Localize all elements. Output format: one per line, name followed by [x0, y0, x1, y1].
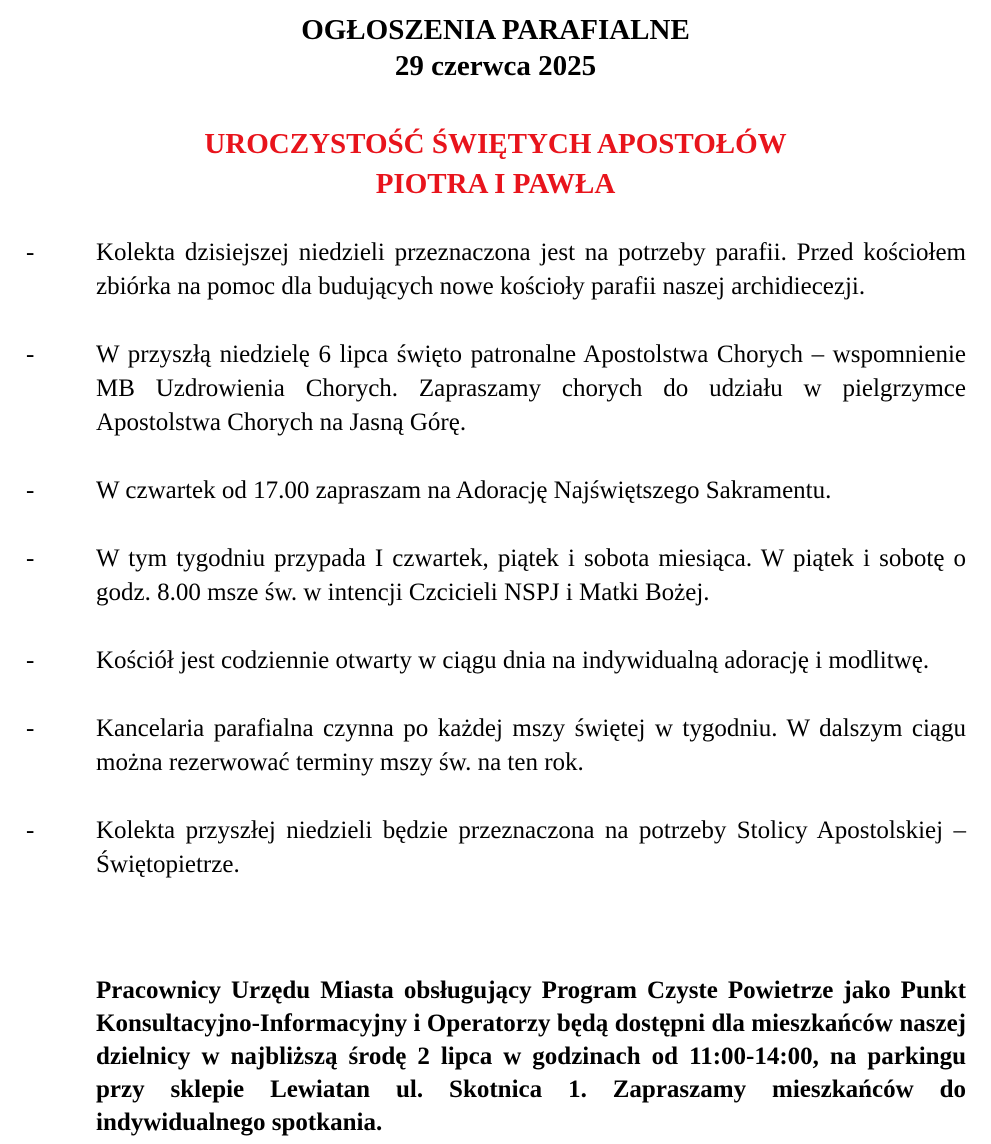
- announcement-item: [0, 644, 991, 678]
- announcement-text: W czwartek od 17.00 zapraszam na Adorację Najświętszego Sakramentu.: [96, 477, 832, 504]
- list-bullet: -: [26, 817, 35, 844]
- city-office-notice: Pracownicy Urzędu Miasta obsługujący Program Czyste Powietrze jako Punkt Konsultacyjno-Informacyjny i Operatorzy będą dostępni dla mieszkańców naszej dzielnicy w najbliższą środę 2 lipca w godzinach od 11:00-14:00, na parkingu przy sklepie Lewiatan ul. Skotnica 1. Zapraszamy mieszkańców do indywidualnego spotkania.: [96, 977, 966, 1136]
- list-bullet: -: [26, 341, 35, 368]
- document-date: 29 czerwca 2025: [394, 50, 597, 82]
- list-bullet: -: [26, 715, 35, 742]
- list-bullet: -: [26, 239, 35, 266]
- list-bullet: -: [26, 477, 35, 504]
- announcement-item: [0, 474, 991, 508]
- feast-heading-line-2: PIOTRA I PAWŁA: [375, 168, 616, 200]
- announcement-item: [0, 712, 991, 780]
- list-bullet: -: [26, 545, 35, 572]
- announcement-text: W tym tygodniu przypada I czwartek, piątek i sobota miesiąca. W piątek i sobotę o godz. 8.00 msze św. w intencji Czcicieli NSPJ i Matki Bożej.: [96, 545, 966, 606]
- announcement-item: [0, 338, 991, 440]
- document-title: OGŁOSZENIA PARAFIALNE: [301, 14, 690, 46]
- announcement-item: [0, 542, 991, 610]
- announcement-text: Kancelaria parafialna czynna po każdej mszy świętej w tygodniu. W dalszym ciągu można rezerwować terminy mszy św. na ten rok.: [96, 715, 966, 776]
- feast-heading-line-1: UROCZYSTOŚĆ ŚWIĘTYCH APOSTOŁÓW: [204, 128, 787, 160]
- announcement-item: [0, 236, 991, 304]
- announcement-text: Kolekta dzisiejszej niedzieli przeznaczona jest na potrzeby parafii. Przed kościołem zbiórka na pomoc dla budujących nowe kościoły parafii naszej archidiecezji.: [96, 239, 966, 300]
- announcement-text: W przyszłą niedzielę 6 lipca święto patronalne Apostolstwa Chorych – wspomnienie MB Uzdrowienia Chorych. Zapraszamy chorych do udziału w pielgrzymce Apostolstwa Chorych na Jasną Górę.: [96, 341, 966, 436]
- announcement-text: Kościół jest codziennie otwarty w ciągu dnia na indywidualną adorację i modlitwę.: [96, 647, 930, 674]
- feast-heading: [0, 124, 991, 204]
- announcement-item: [0, 814, 991, 882]
- announcement-text: Kolekta przyszłej niedzieli będzie przeznaczona na potrzeby Stolicy Apostolskiej – Świętopietrze.: [96, 817, 966, 878]
- list-bullet: -: [26, 647, 35, 674]
- announcement-list: [0, 236, 991, 882]
